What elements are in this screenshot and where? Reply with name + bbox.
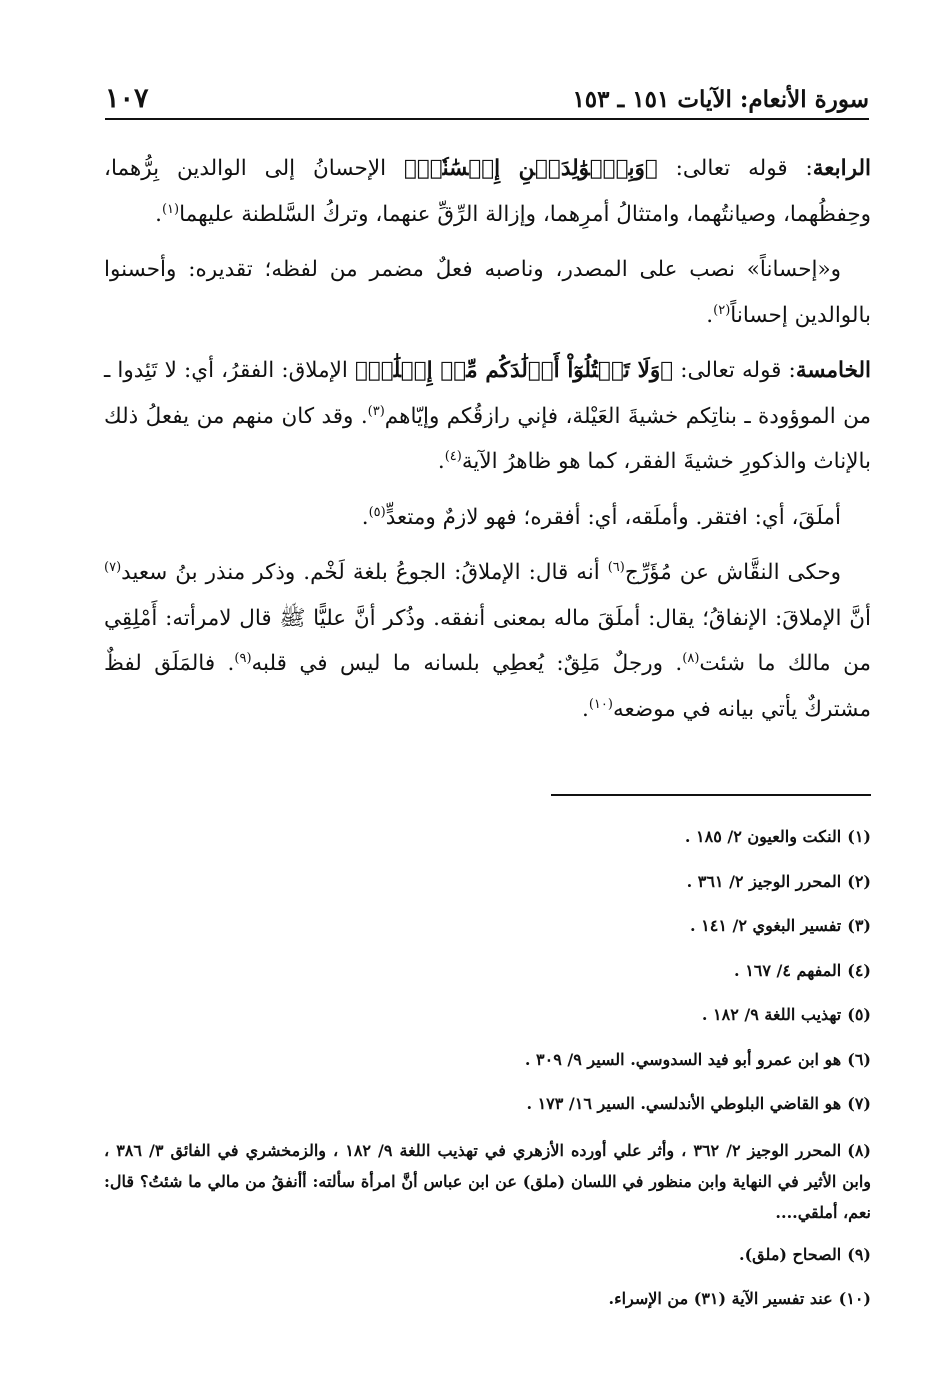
text-run: . — [361, 504, 369, 530]
text-run: : قوله تعالى: — [657, 156, 813, 181]
footnote-number: (٤) — [847, 960, 871, 980]
section-lead: الرابعة — [812, 156, 871, 181]
paragraph-naqqash — [104, 550, 871, 732]
paragraph-fifth — [104, 348, 871, 485]
page-number: ١٠٧ — [105, 83, 149, 114]
footnote-item — [104, 949, 871, 994]
text-run: . فالمَلَق لفظٌ مشتركٌ يأتي بيانه في موضعه — [104, 651, 871, 722]
text-run: . وقد كان منهم من يفعلُ ذلك بالإناث والذكورِ خشيةَ الفقر، كما هو ظاهرُ الآية — [104, 403, 871, 474]
page-header — [105, 72, 869, 120]
footnote-text: المحرر الوجيز ٢/ ٣٦٢ ، وأثر علي أورده الأزهري في تهذيب اللغة ٩/ ١٨٢ ، والزمخشري في الفائق ٣/ ٣٨٦ ، وابن الأثير في النهاية وابن منظور في اللسان (ملق) عن ابن عباس أنَّ امرأة سألته: أأنفقُ من مالي ما شئتُ؟ قال: نعم، أملقي.... — [104, 1140, 871, 1222]
footnote-number: (٨) — [847, 1140, 871, 1160]
section-lead: الخامسة — [795, 358, 871, 383]
footnote-text: هو ابن عمرو أبو فيد السدوسي. السير ٩/ ٣٠٩ . — [524, 1049, 842, 1069]
text-run: الإملاق: الفقرُ، أي: لا تَئِدوا ـ من الموؤودة ـ بناتِكم خشيةَ العَيْلة، فإني رازقُكم وإيّاهم — [104, 358, 871, 429]
footnote-ref[interactable]: (٣) — [367, 403, 385, 419]
footnote-text: الصحاح (ملق). — [739, 1244, 842, 1264]
footnote-item — [104, 1127, 871, 1233]
text-run: أنَّ الإملاقَ: الإنفاقُ؛ يقال: أملَقَ ماله بمعنى أنفقه. وذُكر أنَّ عليًّا ﷺ قال لامرأته: أَمْلِقِي من مالك ما شئت — [104, 605, 871, 676]
text-run: : قوله تعالى: — [673, 358, 796, 383]
footnote-text: المحرر الوجيز ٢/ ٣٦١ . — [686, 871, 842, 891]
footnote-ref[interactable]: (٥) — [368, 504, 386, 520]
footnote-item — [104, 1082, 871, 1127]
text-run: وحكى النقَّاش عن مُؤَرِّج — [624, 560, 841, 585]
footnote-number: (٧) — [847, 1094, 871, 1113]
text-run: . — [437, 449, 445, 474]
quran-verse: ﴿وَبِٱلۡوَٰلِدَيۡنِ إِحۡسَٰنٗاۖ﴾ — [403, 156, 658, 181]
footnotes — [104, 815, 871, 1322]
text-run: . — [706, 302, 714, 328]
footnote-ref[interactable]: (١) — [161, 201, 180, 217]
paragraph-amlaq — [104, 495, 871, 541]
running-head: سورة الأنعام: الآيات ١٥١ ـ ١٥٣ — [572, 86, 869, 113]
footnote-number: (٣) — [847, 916, 871, 935]
footnote-ref[interactable]: (٩) — [234, 650, 252, 666]
text-run: . — [581, 696, 589, 722]
footnote-number: (١) — [847, 827, 871, 846]
text-run: . — [155, 201, 162, 227]
footnote-item — [104, 904, 871, 949]
text-run: الإحسانُ إلى الوالدين بِرُّهما، وحِفظُهما، وصيانتُهما، وامتثالُ أمرِهما، وإزالة الرِّقِّ عنهما، وتركُ السَّلطنة عليهما — [104, 156, 871, 227]
text-run: . ورجلٌ مَلِقٌ: يُعطِي بلسانه ما ليس في قلبه — [251, 651, 683, 676]
footnote-number: (٢) — [847, 871, 871, 891]
footnote-number: (١٠) — [838, 1289, 871, 1308]
footnote-item — [104, 860, 871, 905]
text-run: أملَقَ، أي: افتقر. وأملَقه، أي: أفقره؛ فهو لازمٌ ومتعدٍّ — [385, 504, 841, 530]
paragraph-fourth — [104, 146, 871, 237]
main-text — [104, 146, 871, 742]
footnote-text: تهذيب اللغة ٩/ ١٨٢ . — [701, 1005, 842, 1024]
footnote-item — [104, 815, 871, 860]
footnote-text: النكت والعيون ٢/ ١٨٥ . — [684, 827, 842, 846]
paragraph-grammar — [104, 247, 871, 338]
footnote-item — [104, 1277, 871, 1322]
footnote-ref[interactable]: (٢) — [713, 302, 731, 318]
footnote-number: (٩) — [847, 1244, 871, 1264]
text-run: أنه قال: الإملاقُ: الجوعُ بلغة لَخْم. وذكر منذر بنُ سعيد — [121, 560, 608, 585]
footnote-item — [104, 1038, 871, 1083]
footnote-number: (٥) — [847, 1005, 871, 1024]
footnote-number: (٦) — [847, 1049, 871, 1069]
footnote-ref[interactable]: (٧) — [104, 559, 122, 575]
footnote-ref[interactable]: (٨) — [682, 650, 700, 666]
footnote-ref[interactable]: (٤) — [444, 448, 462, 464]
quran-verse: ﴿وَلَا تَقۡتُلُوٓاْ أَوۡلَٰدَكُم مِّنۡ إِمۡلَٰقٖ﴾ — [354, 358, 674, 383]
footnote-text: المفهم ٤/ ١٦٧ . — [734, 960, 842, 980]
footnote-separator — [551, 794, 871, 796]
footnote-text: هو القاضي البلوطي الأندلسي. السير ١٦/ ١٧٣ . — [526, 1094, 842, 1113]
footnote-text: عند تفسير الآية (٣١) من الإسراء. — [608, 1289, 833, 1308]
footnote-ref[interactable]: (٦) — [607, 559, 625, 575]
footnote-item — [104, 1233, 871, 1278]
footnote-ref[interactable]: (١٠) — [588, 696, 613, 712]
footnote-text: تفسير البغوي ٢/ ١٤١ . — [690, 916, 842, 935]
text-run: و«إحساناً» نصب على المصدر، وناصبه فعلٌ مضمر من لفظه؛ تقديره: وأحسنوا بالوالدين إحساناً — [104, 257, 871, 328]
footnote-item — [104, 993, 871, 1038]
